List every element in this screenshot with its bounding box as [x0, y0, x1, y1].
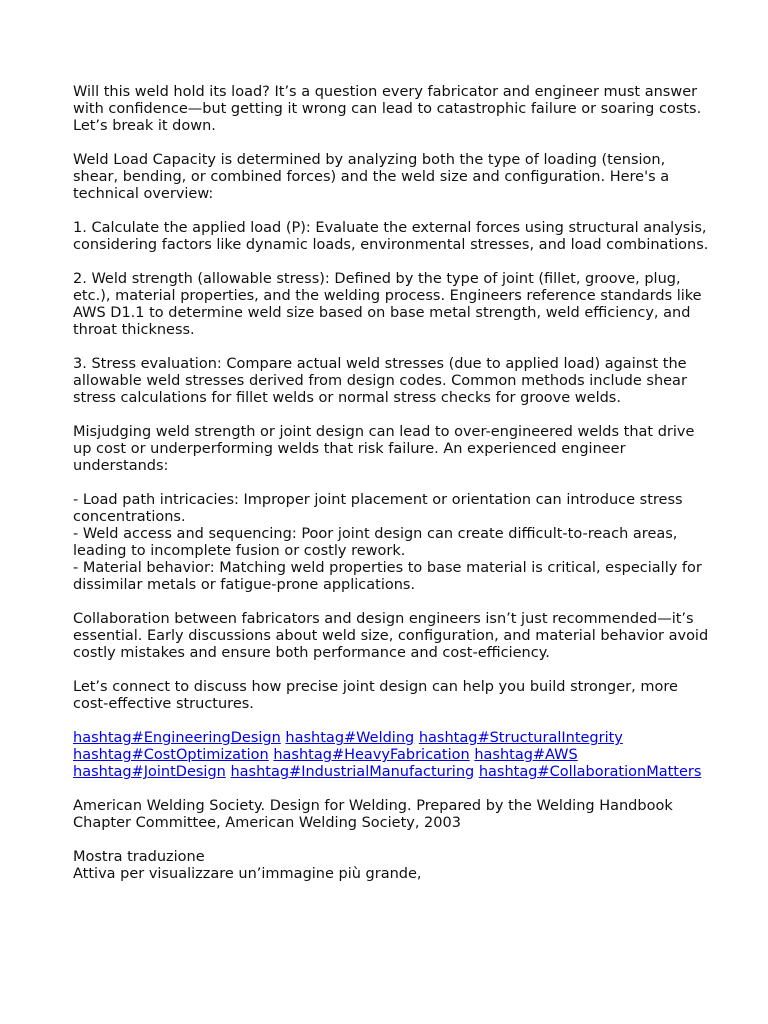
hashtag-link[interactable]: hashtag#HeavyFabrication: [273, 747, 470, 763]
bullet-item: - Load path intricacies: Improper joint placement or orientation can introduce stress concentrations.: [73, 492, 683, 525]
enlarge-image-text: Attiva per visualizzare un’immagine più grande,: [73, 866, 422, 882]
post-body: [73, 84, 713, 883]
reference-text: American Welding Society. Design for Welding. Prepared by the Welding Handbook Chapter Committee, American Welding Society, 2003: [73, 798, 673, 831]
hashtag-link[interactable]: hashtag#JointDesign: [73, 764, 226, 780]
hashtag-link[interactable]: hashtag#CollaborationMatters: [478, 764, 702, 780]
step-3-paragraph: 3. Stress evaluation: Compare actual weld stresses (due to applied load) against the allowable weld stresses derived from design codes. Common methods include shear stress calculations for fillet welds or normal stress checks for groove welds.: [73, 356, 687, 406]
connect-paragraph: Let’s connect to discuss how precise joint design can help you build stronger, more cost-effective structures.: [73, 679, 678, 712]
show-translation-link[interactable]: Mostra traduzione: [73, 849, 205, 865]
bullet-item: - Material behavior: Matching weld properties to base material is critical, especially for dissimilar metals or fatigue-prone applications.: [73, 560, 702, 593]
hashtag-list: [73, 730, 713, 781]
bullet-item: - Weld access and sequencing: Poor joint design can create difficult-to-reach areas, leading to incomplete fusion or costly rework.: [73, 526, 678, 559]
bullet-list: [73, 492, 713, 594]
hashtag-link[interactable]: hashtag#Welding: [285, 730, 415, 746]
hashtag-link[interactable]: hashtag#StructuralIntegrity: [418, 730, 623, 746]
step-2-paragraph: 2. Weld strength (allowable stress): Defined by the type of joint (fillet, groove, plug, etc.), material properties, and the welding process. Engineers reference standards like AWS D1.1 to determine weld size based on base metal strength, weld efficiency, and throat thickness.: [73, 271, 702, 338]
hashtag-link[interactable]: hashtag#CostOptimization: [73, 747, 269, 763]
hashtag-link[interactable]: hashtag#EngineeringDesign: [73, 730, 281, 746]
overview-paragraph: Weld Load Capacity is determined by analyzing both the type of loading (tension, shear, bending, or combined forces) and the weld size and configuration. Here's a technical overview:: [73, 152, 670, 202]
intro-paragraph: Will this weld hold its load? It’s a question every fabricator and engineer must answer with confidence—but getting it wrong can lead to catastrophic failure or soaring costs. Let’s break it down.: [73, 84, 702, 134]
step-1-paragraph: 1. Calculate the applied load (P): Evaluate the external forces using structural analysis, considering factors like dynamic loads, environmental stresses, and load combinations.: [73, 220, 709, 253]
hashtag-link[interactable]: hashtag#IndustrialManufacturing: [230, 764, 475, 780]
collaboration-paragraph: Collaboration between fabricators and design engineers isn’t just recommended—it’s essential. Early discussions about weld size, configuration, and material behavior avoid costly mistakes and ensure both performance and cost-efficiency.: [73, 611, 709, 661]
hashtag-link[interactable]: hashtag#AWS: [474, 747, 578, 763]
misjudging-paragraph: Misjudging weld strength or joint design can lead to over-engineered welds that drive up cost or underperforming welds that risk failure. An experienced engineer understands:: [73, 424, 695, 474]
